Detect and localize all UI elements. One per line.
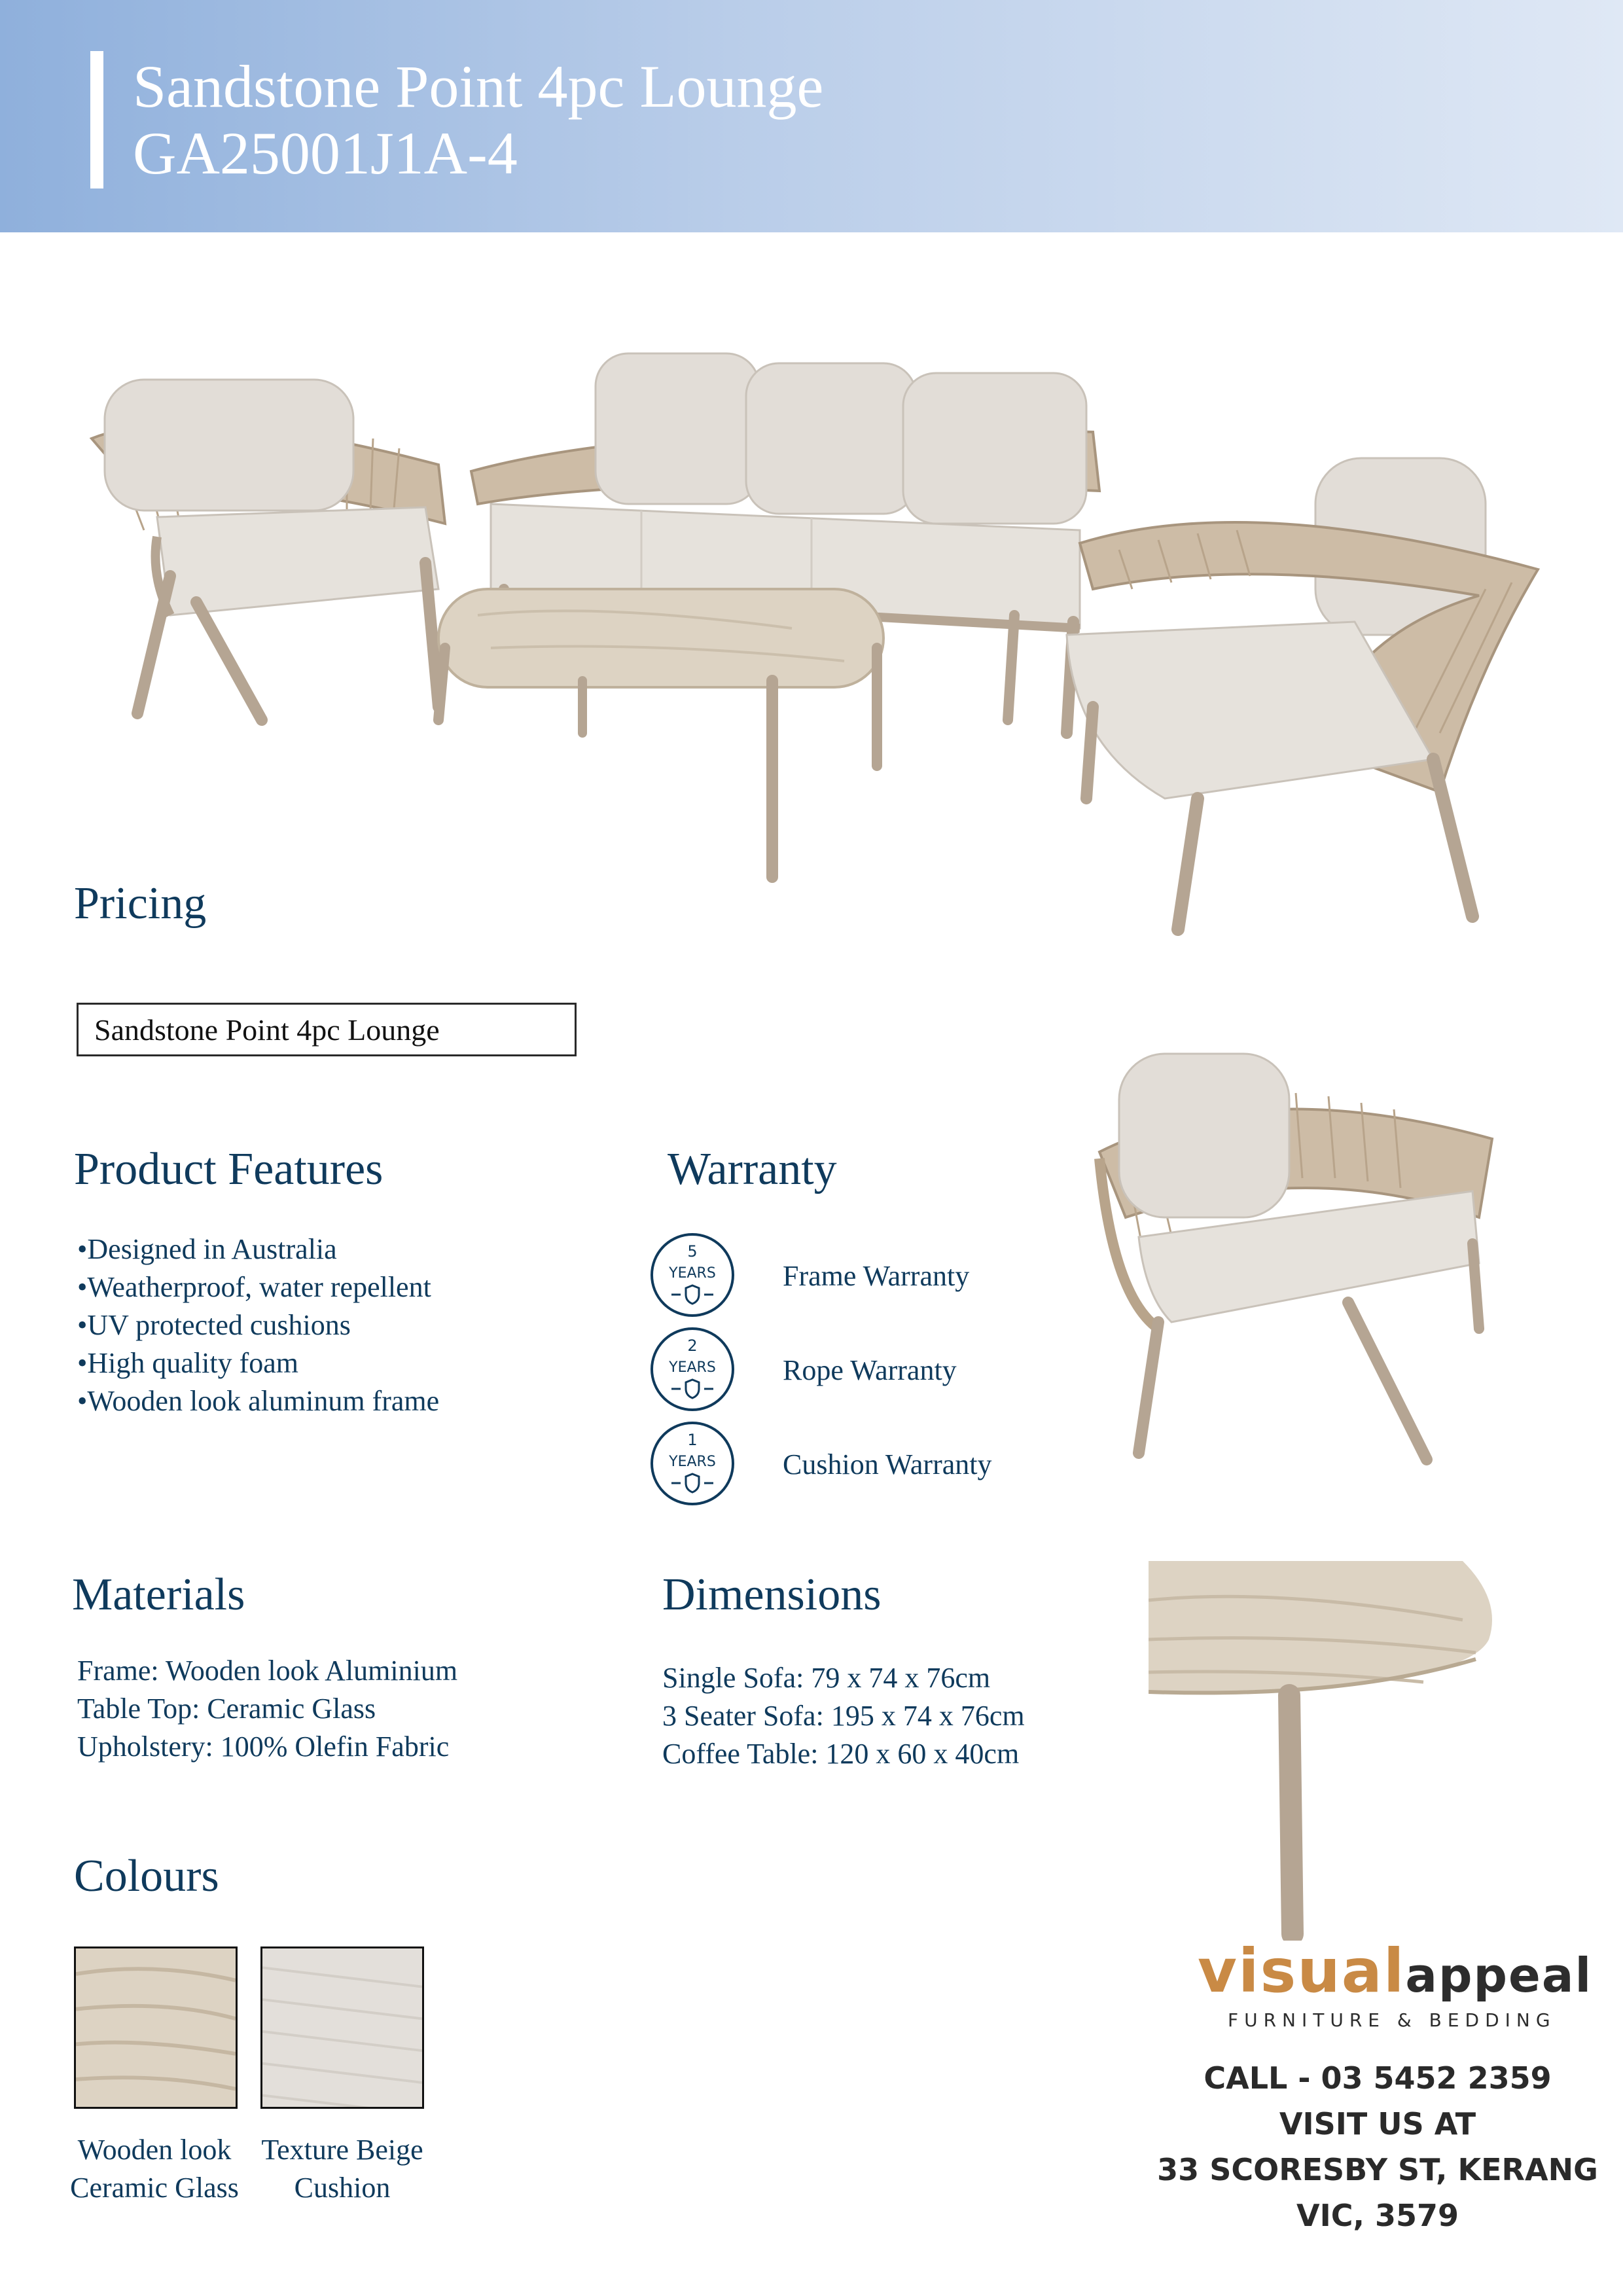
product-code: GA25001J1A-4 (133, 120, 518, 187)
warranty-label: Cushion Warranty (783, 1448, 992, 1480)
right-armchair (1067, 458, 1538, 929)
colours-heading: Colours (74, 1851, 219, 1901)
armchair-detail-image (1086, 1047, 1505, 1473)
warranty-label: Rope Warranty (783, 1354, 957, 1386)
contact-block (1152, 2055, 1603, 2238)
header-accent-bar (90, 51, 103, 188)
product-title: Sandstone Point 4pc Lounge (133, 53, 824, 120)
swatch-wooden-ceramic (74, 1946, 238, 2109)
contact-visit: VISIT US AT (1279, 2106, 1476, 2142)
header-banner (0, 0, 1623, 232)
contact-state: VIC, 3579 (1296, 2198, 1459, 2233)
warranty-row-rope (648, 1325, 1054, 1416)
svg-text:YEARS: YEARS (669, 1359, 716, 1376)
materials-heading: Materials (72, 1570, 245, 1620)
dimensions-heading: Dimensions (662, 1570, 882, 1620)
feature-item: • High quality foam (77, 1344, 439, 1382)
brand-word-visual: visual (1198, 1936, 1406, 2006)
coffee-table (438, 589, 883, 877)
dimensions-line: 3 Seater Sofa: 195 x 74 x 76cm (662, 1700, 1025, 1732)
svg-text:2: 2 (687, 1336, 698, 1355)
lounge-set-image (72, 340, 1551, 942)
swatch-texture-beige (260, 1946, 424, 2109)
dimensions-line: Coffee Table: 120 x 60 x 40cm (662, 1738, 1020, 1770)
materials-line: Upholstery: 100% Olefin Fabric (77, 1731, 450, 1763)
brand-tagline: FURNITURE & BEDDING (1228, 2009, 1556, 2031)
materials-line: Table Top: Ceramic Glass (77, 1693, 376, 1725)
svg-text:YEARS: YEARS (669, 1454, 716, 1470)
dimensions-list (662, 1659, 1025, 1773)
contact-phone: CALL - 03 5452 2359 (1204, 2060, 1552, 2096)
features-heading: Product Features (74, 1144, 383, 1194)
warranty-badge-icon (648, 1230, 737, 1319)
armchair-illustration (1086, 1047, 1505, 1473)
contact-address: 33 SCORESBY ST, KERANG (1157, 2152, 1598, 2187)
fabric-texture (262, 1948, 422, 2107)
pricing-product-name: Sandstone Point 4pc Lounge (94, 1013, 440, 1047)
materials-list (77, 1652, 457, 1766)
warranty-heading: Warranty (668, 1144, 837, 1194)
feature-item: • Wooden look aluminum frame (77, 1382, 439, 1420)
materials-line: Frame: Wooden look Aluminium (77, 1655, 458, 1687)
swatch-label-wooden: Wooden look Ceramic Glass (70, 2134, 239, 2204)
warranty-label: Frame Warranty (783, 1260, 970, 1292)
feature-item: • Weatherproof, water repellent (77, 1268, 439, 1306)
dimensions-line: Single Sofa: 79 x 74 x 76cm (662, 1662, 991, 1694)
warranty-badge-icon (648, 1325, 737, 1414)
features-list (77, 1230, 439, 1420)
swatch-label-beige: Texture Beige Cushion (261, 2134, 423, 2204)
feature-item: • Designed in Australia (77, 1230, 439, 1268)
pricing-heading: Pricing (74, 878, 207, 929)
feature-item: • UV protected cushions (77, 1306, 439, 1344)
warranty-row-cushion (648, 1419, 1054, 1511)
brand-word-appeal: appeal (1405, 1948, 1593, 2003)
left-armchair (92, 380, 445, 720)
svg-text:5: 5 (687, 1242, 698, 1261)
svg-text:YEARS: YEARS (669, 1265, 716, 1282)
warranty-row-frame (648, 1230, 1054, 1322)
brand-logo (1198, 1936, 1593, 2031)
wood-texture (76, 1948, 236, 2107)
warranty-badge-icon (648, 1419, 737, 1508)
table-detail-image (1149, 1561, 1502, 1941)
lounge-set-illustration (72, 340, 1551, 942)
pricing-box (77, 1003, 577, 1056)
table-top-illustration (1149, 1561, 1502, 1941)
svg-text:1: 1 (687, 1431, 698, 1449)
